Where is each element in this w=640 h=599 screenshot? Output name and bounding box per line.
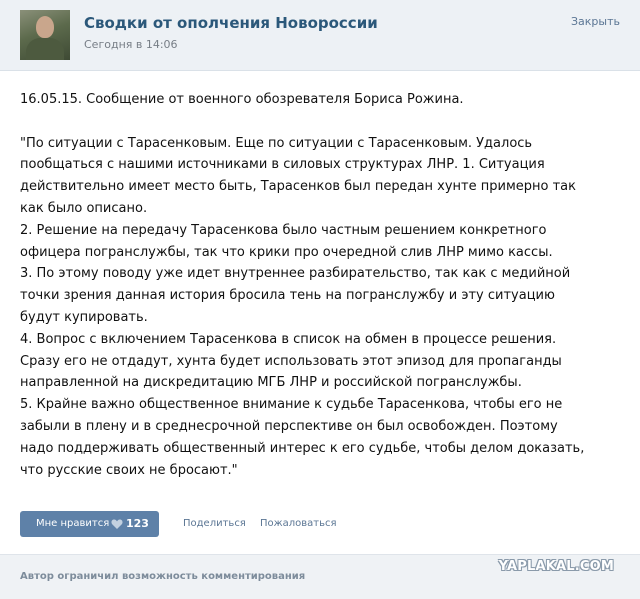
share-link[interactable]: Поделиться — [183, 518, 246, 529]
post-text-line: точки зрения данная история бросила тень на погранслужбу и эту ситуацию — [20, 288, 555, 304]
report-link[interactable]: Пожаловаться — [260, 518, 337, 529]
post-text-line: пообщаться с нашими источниками в силовых структурах ЛНР. 1. Ситуация — [20, 157, 545, 173]
like-button[interactable] — [20, 511, 159, 537]
post-text-line: забыли в плену и в среднесрочной перспективе он был освобожден. Поэтому — [20, 418, 558, 434]
post-text-line: направленной на дискредитацию МГБ ЛНР и российской погранслужбы. — [20, 375, 522, 391]
site-watermark: YAPLAKAL.COM — [498, 559, 614, 574]
post-text-line: действительно имеет место быть, Тарасенков был передан хунте примерно так — [20, 179, 576, 195]
post-text-line: будут купировать. — [20, 309, 148, 325]
group-name-link[interactable]: Сводки от ополчения Новороссии — [84, 14, 378, 32]
post-text — [20, 89, 620, 481]
like-label: Мне нравится — [36, 518, 110, 529]
post-text-line: 3. По этому поводу уже идет внутреннее разбирательство, так как с медийной — [20, 266, 571, 282]
post-text-line: офицера погранслужбы, так что крики про очередной слив ЛНР мимо кассы. — [20, 244, 553, 260]
comments-disabled-note: Автор ограничил возможность комментирования — [20, 571, 306, 582]
post-text-line: 16.05.15. Сообщение от военного обозревателя Бориса Рожина. — [20, 92, 464, 107]
post-text-line: 4. Вопрос с включением Тарасенкова в список на обмен в процессе решения. — [20, 331, 557, 347]
post-footer — [0, 554, 640, 599]
post-timestamp[interactable]: Сегодня в 14:06 — [84, 38, 178, 51]
like-count: 123 — [126, 517, 149, 530]
post-header — [0, 0, 640, 71]
avatar-figure-body — [26, 38, 64, 60]
post-text-line: "По ситуации с Тарасенковым. Еще по ситуации с Тарасенковым. Удалось — [20, 135, 533, 151]
post-text-line: 5. Крайне важно общественное внимание к судьбе Тарасенкова, чтобы его не — [20, 397, 563, 413]
paragraph-gap — [20, 111, 620, 133]
post-text-line: надо поддерживать общественный интерес к его судьбе, чтобы делом доказать, — [20, 440, 585, 456]
post-text-line: что русские своих не бросают." — [20, 462, 238, 478]
close-button[interactable]: Закрыть — [571, 15, 620, 28]
post-text-line: как было описано. — [20, 200, 148, 216]
post-actions — [20, 511, 620, 537]
group-avatar[interactable] — [20, 10, 70, 60]
avatar-figure-head — [36, 16, 54, 38]
heart-icon — [111, 518, 123, 530]
post-text-line: 2. Решение на передачу Тарасенкова было частным решением конкретного — [20, 222, 547, 238]
post-text-line: Сразу его не отдадут, хунта будет использовать этот эпизод для пропаганды — [20, 353, 562, 369]
